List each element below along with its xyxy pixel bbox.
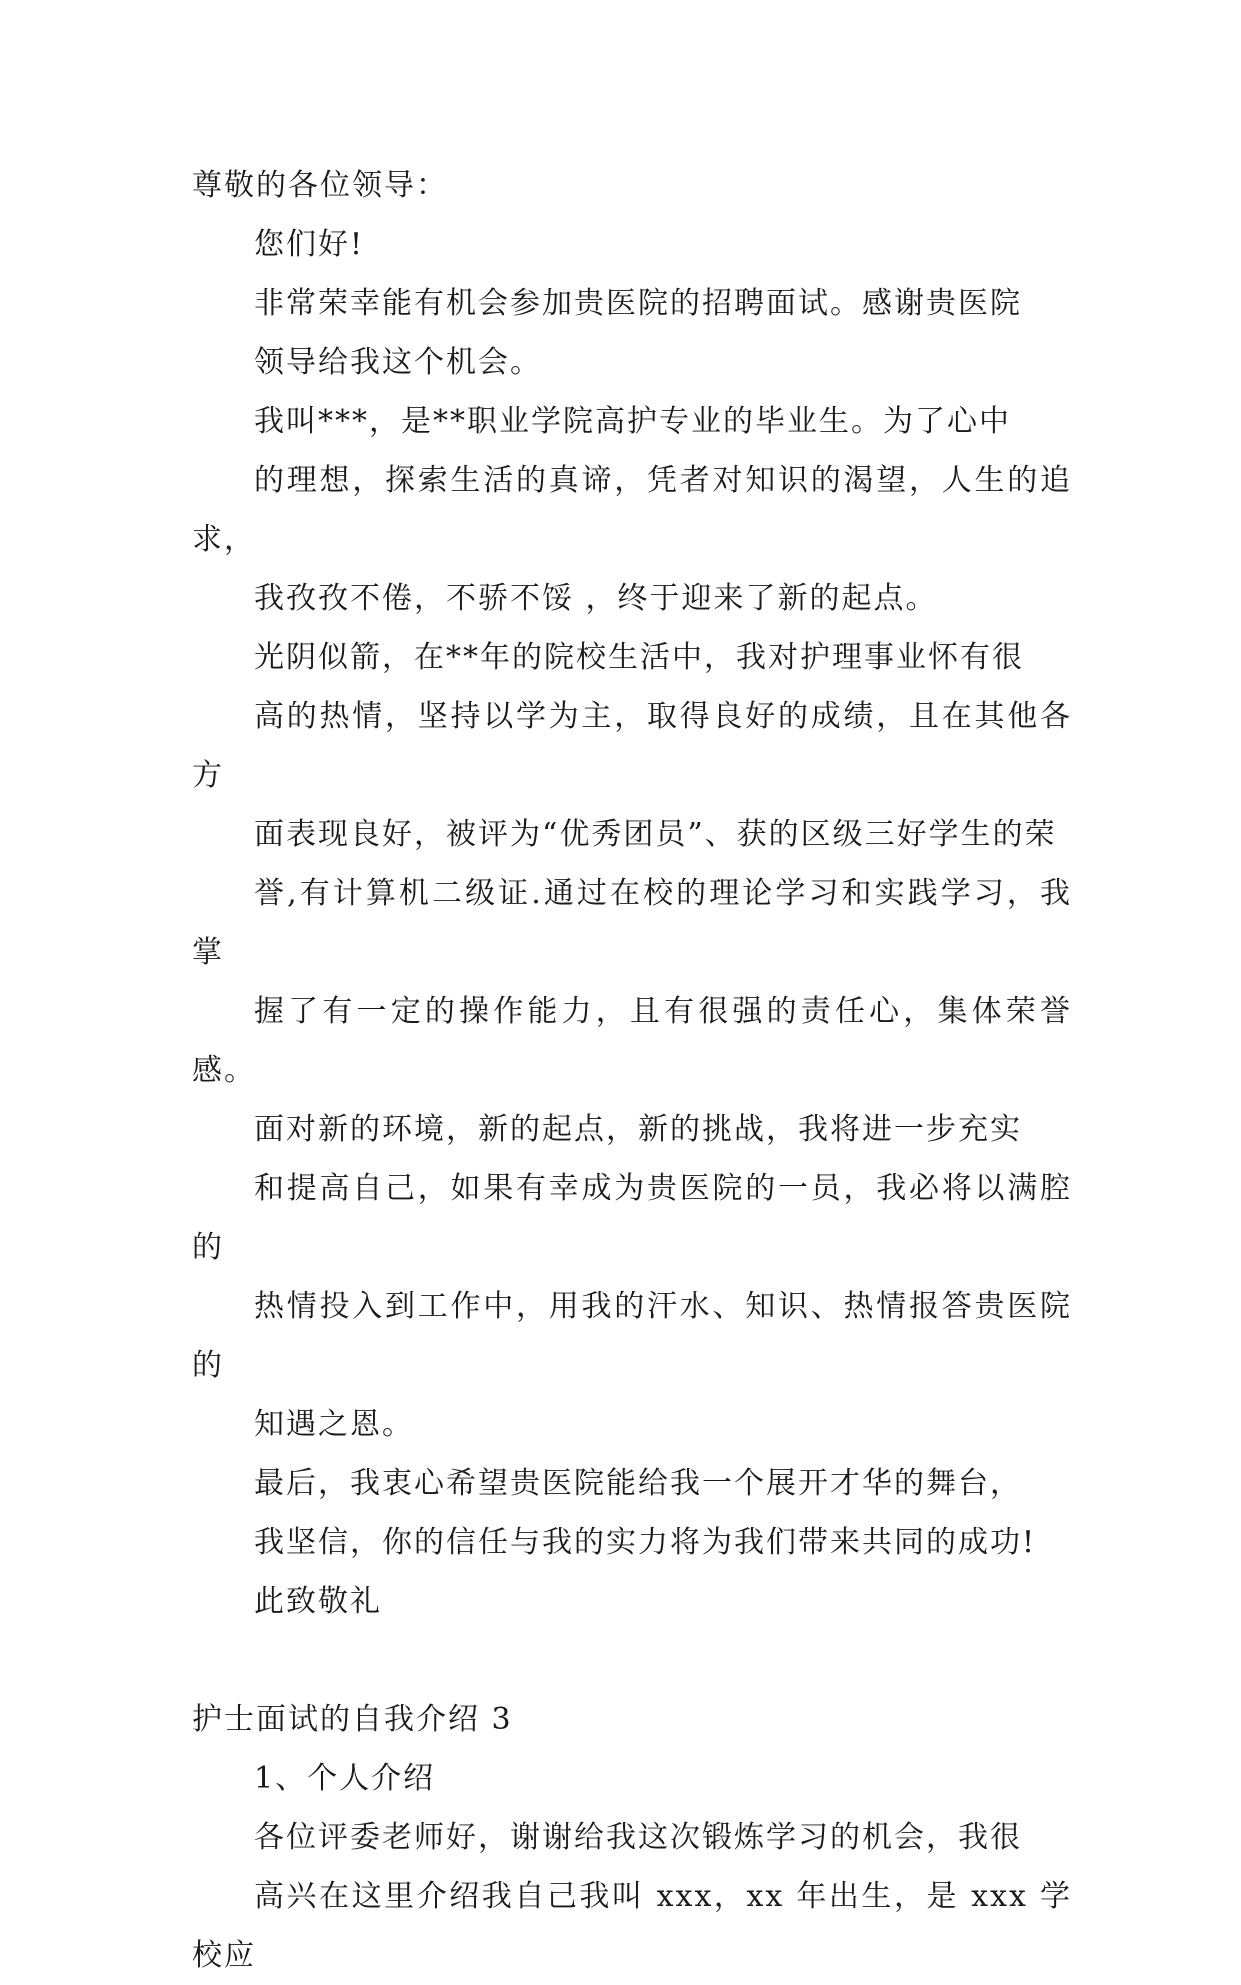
- paragraph-school-life: [192, 628, 1072, 1100]
- paragraph-line: 各位评委老师好，谢谢给我这次锻炼学习的机会，我很: [254, 1820, 1022, 1855]
- paragraph-line: 非常荣幸能有机会参加贵医院的招聘面试。感谢贵医院: [254, 286, 1022, 321]
- paragraph-line: 知遇之恩。: [254, 1407, 414, 1442]
- section-subtitle: 1、个人介绍: [254, 1761, 436, 1796]
- closing: 此致敬礼: [254, 1584, 382, 1619]
- paragraph-line: 我叫***，是**职业学院高护专业的毕业生。为了心中: [254, 404, 1011, 439]
- paragraph-line: 热情投入到工作中，用我的汗水、知识、热情报答贵医院的: [192, 1289, 1072, 1383]
- section-paragraph: [192, 1808, 1072, 1985]
- paragraph-line: 面对新的环境，新的起点，新的挑战，我将进一步充实: [254, 1112, 1022, 1147]
- paragraph-line: 高的热情，坚持以学为主，取得良好的成绩，且在其他各方: [192, 699, 1072, 793]
- paragraph-line: 面表现良好，被评为“优秀团员”、获的区级三好学生的荣: [254, 817, 1057, 852]
- paragraph-line: 誉,有计算机二级证.通过在校的理论学习和实践学习，我掌: [192, 876, 1072, 970]
- paragraph-line: 我孜孜不倦，不骄不馁 ，终于迎来了新的起点。: [254, 581, 938, 616]
- paragraph-line: 最后，我衷心希望贵医院能给我一个展开才华的舞台，: [254, 1466, 1022, 1501]
- paragraph-line: 高兴在这里介绍我自己我叫 xxx，xx 年出生，是 xxx 学校应: [192, 1879, 1072, 1973]
- paragraph-line: 握了有一定的操作能力，且有很强的责任心，集体荣誉感。: [192, 994, 1072, 1088]
- paragraph-gratitude: [192, 274, 1072, 392]
- document-page: [192, 156, 1072, 1985]
- paragraph-line: 和提高自己，如果有幸成为贵医院的一员，我必将以满腔的: [192, 1171, 1072, 1265]
- paragraph-line: 我坚信，你的信任与我的实力将为我们带来共同的成功!: [254, 1525, 1037, 1560]
- paragraph-line: 光阴似箭，在**年的院校生活中，我对护理事业怀有很: [254, 640, 1024, 675]
- paragraph-introduction: [192, 392, 1072, 628]
- greeting: 您们好!: [254, 227, 365, 262]
- paragraph-line: 的理想，探索生活的真谛，凭者对知识的渴望，人生的追求，: [192, 463, 1072, 557]
- paragraph-new-challenge: [192, 1100, 1072, 1454]
- paragraph-conclusion: [192, 1454, 1072, 1572]
- spacer: [192, 1631, 1072, 1690]
- section-title: 护士面试的自我介绍 3: [192, 1702, 513, 1737]
- salutation: 尊敬的各位领导：: [192, 168, 448, 203]
- paragraph-line: 领导给我这个机会。: [254, 345, 542, 380]
